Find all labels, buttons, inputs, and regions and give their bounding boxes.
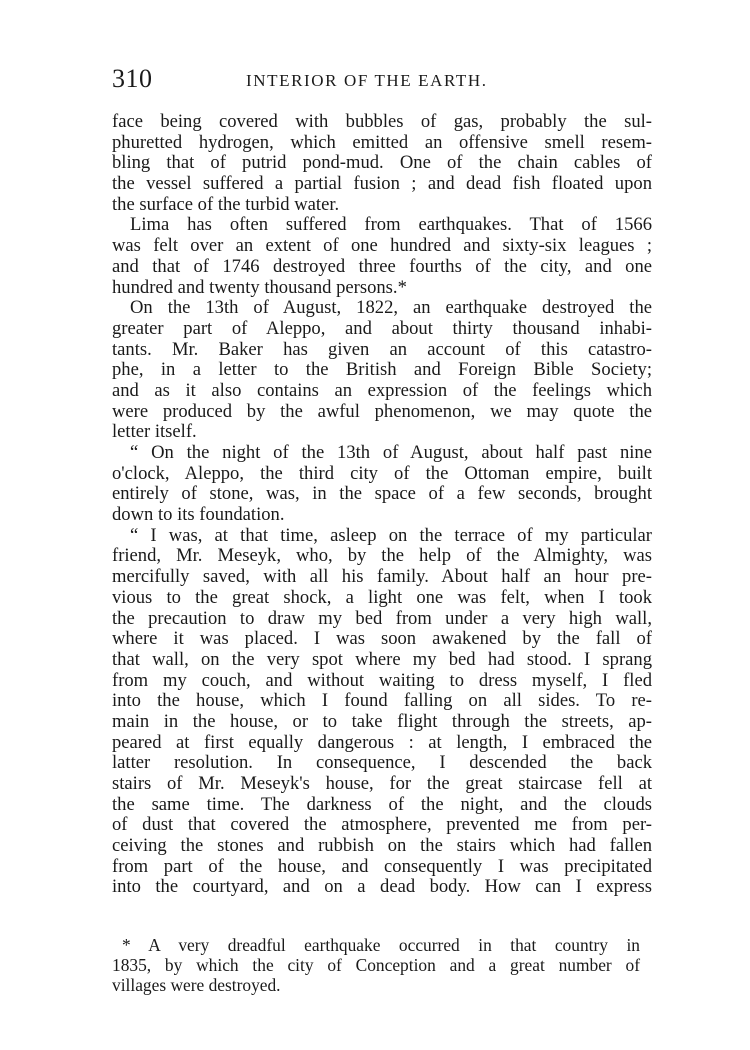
text-line: were produced by the awful phenomenon, we may quote the xyxy=(112,400,652,422)
text-line: into the house, which I found falling on all sides. To re- xyxy=(112,690,652,712)
text-line: the vessel suffered a partial fusion ; and dead fish floated upon xyxy=(112,173,652,195)
text-line: the same time. The darkness of the night, and the clouds xyxy=(112,793,652,815)
text-line: friend, Mr. Meseyk, who, by the help of the Almighty, was xyxy=(112,545,652,567)
text-line: the surface of the turbid water. xyxy=(112,193,340,215)
footnote-line: villages were destroyed. xyxy=(112,975,281,995)
text-line: where it was placed. I was soon awakened by the fall of xyxy=(112,628,652,650)
text-line: and that of 1746 destroyed three fourths of the city, and one xyxy=(112,255,652,277)
text-line: from my couch, and without waiting to dress myself, I fled xyxy=(112,669,652,691)
text-line: greater part of Aleppo, and about thirty thousand inhabi- xyxy=(112,317,652,339)
page-number: 310 xyxy=(112,64,153,93)
running-head: INTERIOR OF THE EARTH. xyxy=(246,71,488,90)
text-line: stairs of Mr. Meseyk's house, for the great staircase fell at xyxy=(112,773,652,794)
text-line: Lima has often suffered from earthquakes. That of 1566 xyxy=(130,214,652,236)
text-line: On the 13th of August, 1822, an earthquake destroyed the xyxy=(130,297,652,319)
text-line: the precaution to draw my bed from under a very high wall, xyxy=(112,607,652,629)
text-line: “ On the night of the 13th of August, about half past nine xyxy=(130,442,652,463)
text-line: face being covered with bubbles of gas, probably the sul- xyxy=(112,111,652,132)
text-line: that wall, on the very spot where my bed had stood. I sprang xyxy=(112,648,652,670)
text-line: down to its foundation. xyxy=(112,504,285,526)
text-line: into the courtyard, and on a dead body. How can I express xyxy=(112,876,652,898)
text-line: mercifully saved, with all his family. About half an hour pre- xyxy=(112,566,652,588)
text-line: vious to the great shock, a light one was felt, when I took xyxy=(112,586,652,608)
text-line: main in the house, or to take flight through the streets, ap- xyxy=(112,710,652,732)
text-line: latter resolution. In consequence, I descended the back xyxy=(112,752,652,774)
body-text xyxy=(112,112,652,898)
text-line: o'clock, Aleppo, the third city of the Ottoman empire, built xyxy=(112,462,652,484)
page-header xyxy=(112,64,652,100)
text-line: hundred and twenty thousand persons.* xyxy=(112,276,407,298)
text-line: entirely of stone, was, in the space of a few seconds, brought xyxy=(112,483,652,505)
text-line: phuretted hydrogen, which emitted an offensive smell resem- xyxy=(112,131,652,153)
text-line: phe, in a letter to the British and Foreign Bible Society; xyxy=(112,359,652,381)
text-line: peared at first equally dangerous : at length, I embraced the xyxy=(112,731,652,753)
footnote-line: 1835, by which the city of Conception and a great number of xyxy=(112,955,640,975)
text-line: ceiving the stones and rubbish on the stairs which had fallen xyxy=(112,835,652,857)
text-line: was felt over an extent of one hundred and sixty-six leagues ; xyxy=(112,235,652,257)
text-line: from part of the house, and consequently I was precipitated xyxy=(112,855,652,877)
footnote xyxy=(112,935,640,995)
text-line: letter itself. xyxy=(112,421,197,443)
footnote-line: * A very dreadful earthquake occurred in that country in xyxy=(122,935,640,955)
text-line: and as it also contains an expression of the feelings which xyxy=(112,379,652,401)
text-line: tants. Mr. Baker has given an account of this catastro- xyxy=(112,338,652,360)
text-line: bling that of putrid pond-mud. One of the chain cables of xyxy=(112,152,652,174)
text-line: “ I was, at that time, asleep on the terrace of my particular xyxy=(130,524,652,546)
text-line: of dust that covered the atmosphere, prevented me from per- xyxy=(112,814,652,836)
